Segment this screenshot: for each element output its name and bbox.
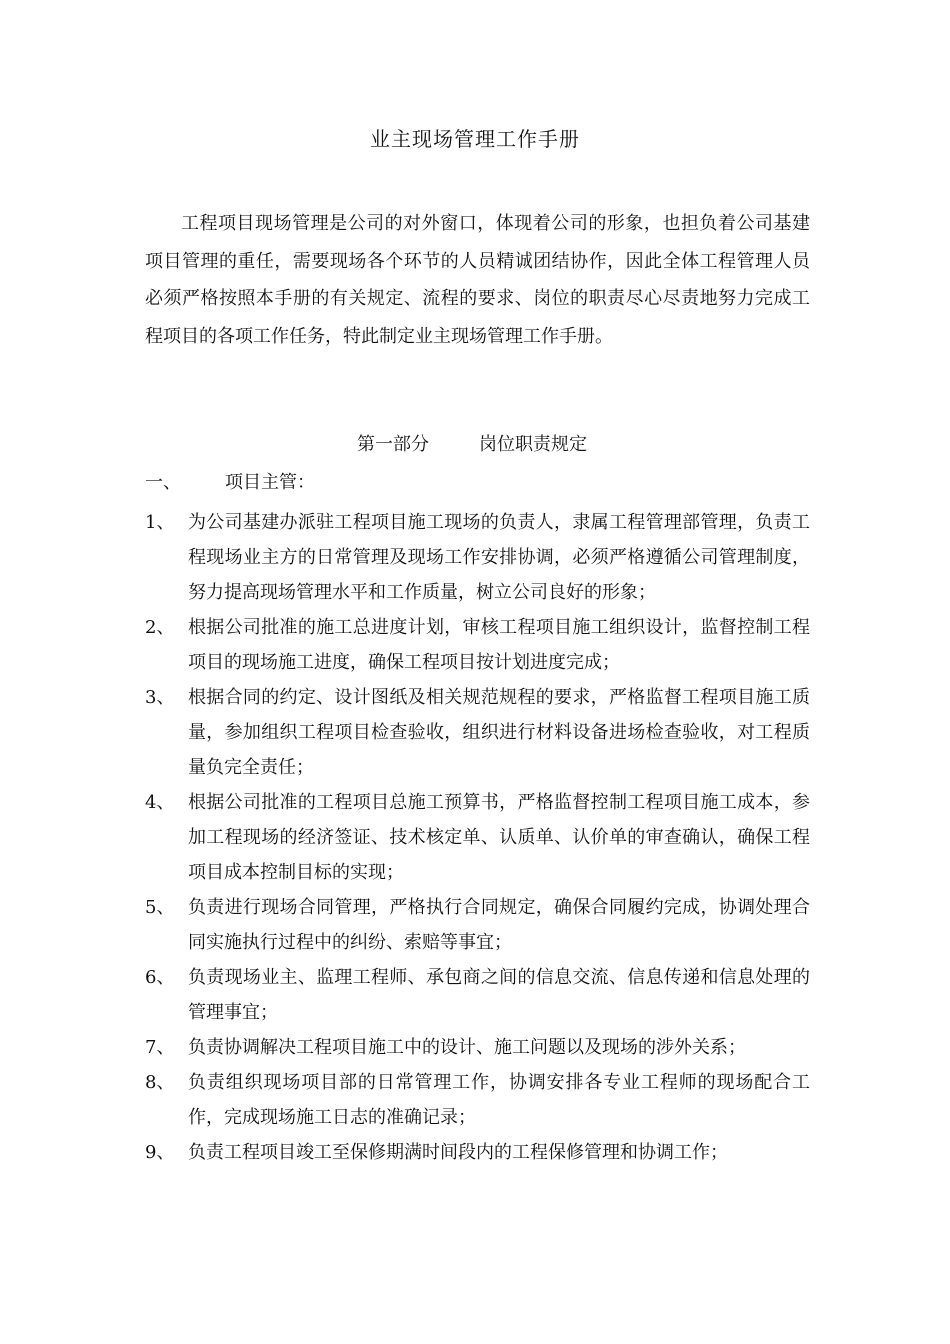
subsection-heading bbox=[145, 470, 315, 496]
duty-number: 5、 bbox=[145, 897, 175, 918]
duty-list bbox=[145, 505, 810, 1170]
section-part-label: 第一部分 bbox=[357, 434, 429, 455]
duty-text: 负责组织现场项目部的日常管理工作，协调安排各专业工程师的现场配合工作，完成现场施工日志的准确记录； bbox=[188, 1072, 810, 1128]
duty-number: 1、 bbox=[145, 512, 175, 533]
duty-text: 为公司基建办派驻工程项目施工现场的负责人，隶属工程管理部管理，负责工程现场业主方的日常管理及现场工作安排协调，必须严格遵循公司管理制度，努力提高现场管理水平和工作质量，树立公司良好的形象； bbox=[188, 512, 810, 603]
subsection-title: 项目主管： bbox=[225, 472, 315, 493]
duty-item bbox=[145, 785, 810, 890]
duty-text: 负责现场业主、监理工程师、承包商之间的信息交流、信息传递和信息处理的管理事宜； bbox=[188, 967, 810, 1023]
duty-text: 负责协调解决工程项目施工中的设计、施工问题以及现场的涉外关系； bbox=[188, 1037, 746, 1058]
duty-text: 根据公司批准的工程项目总施工预算书，严格监督控制工程项目施工成本，参加工程现场的经济签证、技术核定单、认质单、认价单的审查确认，确保工程项目成本控制目标的实现； bbox=[188, 792, 810, 883]
section-heading bbox=[357, 432, 587, 458]
duty-text: 根据合同的约定、设计图纸及相关规范规程的要求，严格监督工程项目施工质量，参加组织工程项目检查验收，组织进行材料设备进场检查验收，对工程质量负完全责任； bbox=[188, 687, 810, 778]
duty-item bbox=[145, 1030, 810, 1065]
duty-item bbox=[145, 960, 810, 1030]
duty-number: 4、 bbox=[145, 792, 175, 813]
duty-text: 根据公司批准的施工总进度计划，审核工程项目施工组织设计，监督控制工程项目的现场施工进度，确保工程项目按计划进度完成； bbox=[188, 617, 810, 673]
duty-number: 8、 bbox=[145, 1072, 175, 1093]
intro-paragraph: 工程项目现场管理是公司的对外窗口，体现着公司的形象，也担负着公司基建项目管理的重任，需要现场各个环节的人员精诚团结协作，因此全体工程管理人员必须严格按照本手册的有关规定、流程的要求、岗位的职责尽心尽责地努力完成工程项目的各项工作任务，特此制定业主现场管理工作手册。 bbox=[145, 213, 810, 347]
duty-text: 负责进行现场合同管理，严格执行合同规定，确保合同履约完成，协调处理合同实施执行过程中的纠纷、索赔等事宜； bbox=[188, 897, 810, 953]
duty-number: 2、 bbox=[145, 617, 175, 638]
duty-item bbox=[145, 505, 810, 610]
section-name: 岗位职责规定 bbox=[479, 434, 587, 455]
duty-item bbox=[145, 1065, 810, 1135]
duty-item bbox=[145, 1135, 810, 1170]
duty-number: 7、 bbox=[145, 1037, 175, 1058]
duty-number: 3、 bbox=[145, 687, 175, 708]
duty-item bbox=[145, 610, 810, 680]
duty-text: 负责工程项目竣工至保修期满时间段内的工程保修管理和协调工作； bbox=[188, 1142, 728, 1163]
subsection-number: 一、 bbox=[145, 472, 181, 493]
duty-item bbox=[145, 890, 810, 960]
document-title: 业主现场管理工作手册 bbox=[370, 127, 580, 151]
duty-number: 9、 bbox=[145, 1142, 175, 1163]
duty-number: 6、 bbox=[145, 967, 175, 988]
duty-item bbox=[145, 680, 810, 785]
